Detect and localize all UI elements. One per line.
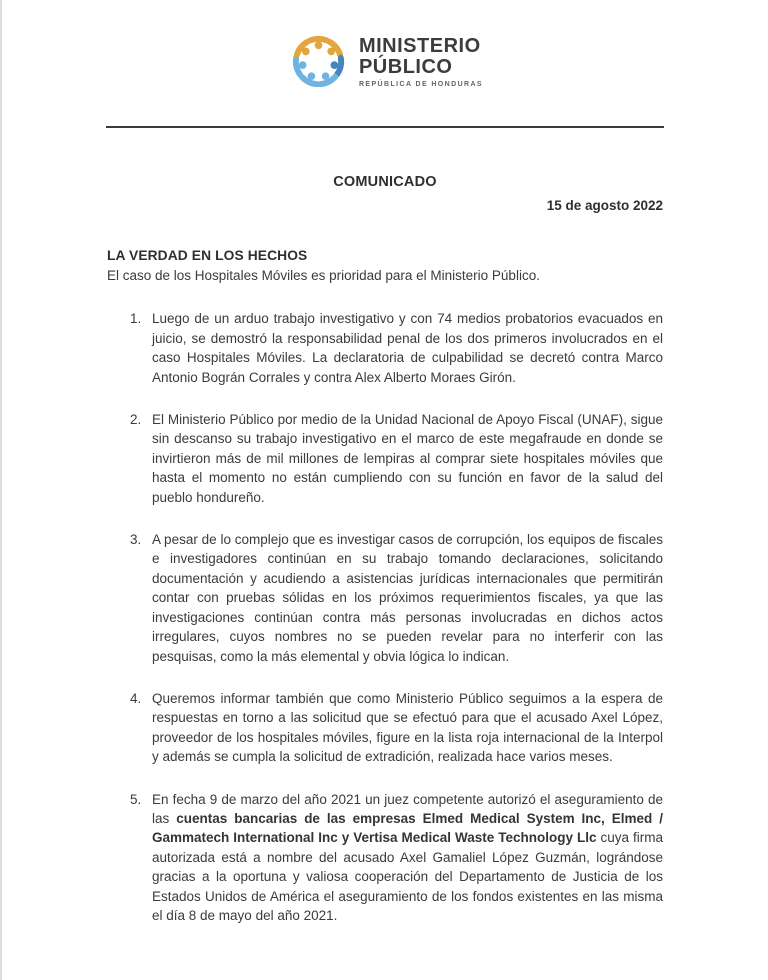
list-item-number: 4. xyxy=(130,690,142,706)
document-content xyxy=(2,174,768,925)
list-item-text-bold-segment: cuentas bancarias de las empresas Elmed Medical System Inc, Elmed / Gammatech International Inc y Vertisa Medical Waste Technology Llc xyxy=(152,810,663,846)
logo-figure-head xyxy=(315,41,323,49)
section-heading: LA VERDAD EN LOS HECHOS xyxy=(107,248,308,263)
list-item-text: Luego de un arduo trabajo investigativo y con 74 medios probatorios evacuados en juicio, se demostró la responsabilidad penal de los dos primeros involucrados en el caso Hospitales Móviles. La declaratoria de culpabilidad se decretó contra Marco Antonio Bográn Corrales y contra Alex Alberto Moraes Girón. xyxy=(152,311,663,385)
list-item xyxy=(107,790,663,926)
list-item-text-segment: En fecha 9 de marzo del año 2021 un juez competente autorizó el aseguramiento de las xyxy=(152,791,663,826)
list-item-text xyxy=(152,790,663,926)
logo-figure-head xyxy=(330,61,338,69)
list-item xyxy=(107,689,663,767)
logo-subtitle: REPÚBLICA DE HONDURAS xyxy=(358,80,484,88)
logo-title-line1: MINISTERIO xyxy=(358,34,481,57)
logo-figure-head xyxy=(308,72,316,80)
list-item xyxy=(107,309,663,387)
logo-figure-head xyxy=(322,72,330,80)
list-item-text-segment: cuya firma autorizada está a nombre del acusado Axel Gamaliel López Guzmán, lográndose gracias a la oportuna y valiosa cooperación del Departamento de Justicia de los Estados Unidos de América el aseguramiento de los fondos existentes en las misma el día 8 de mayo del año 2021. xyxy=(152,830,663,923)
logo-figure-head xyxy=(302,48,310,56)
list-item-number: 1. xyxy=(130,311,142,327)
logo-figure-arc xyxy=(310,39,327,41)
logo-text-block xyxy=(359,36,483,88)
people-circle-logo-icon xyxy=(287,30,350,93)
document-title: COMUNICADO xyxy=(333,174,437,190)
list-item-number: 3. xyxy=(130,532,142,548)
logo-figure-head xyxy=(327,48,335,56)
list-item-text: Queremos informar también que como Ministerio Público seguimos a la espera de respuestas en torno a las solicitud que se efectuó para que el acusado Axel López, proveedor de los hospitales móviles, figure en la lista roja internacional de la Interpol y además se cumpla la solicitud de extradición, realizada hace varios meses. xyxy=(152,690,663,765)
document-date: 15 de agosto 2022 xyxy=(546,198,663,213)
list-item-text: A pesar de lo complejo que es investigar casos de corrupción, los equipos de fiscales e investigadores continúan en su trabajo tomando declaraciones, solicitando documentación y acudiendo a asistencias jurídicas internacionales que permitirán contar con pruebas sólidas en los próximos requerimientos fiscales, ya que las investigaciones continúan contra más personas involucradas en dichos actos irregulares, cuyos nombres no se pueden revelar para no interferir con las pesquisas, como la más elemental y obvia lógica lo indican. xyxy=(152,532,663,664)
header-divider xyxy=(106,126,664,128)
logo-figure-head xyxy=(299,61,307,69)
list-item xyxy=(107,530,663,666)
list-item xyxy=(107,410,663,507)
numbered-list xyxy=(107,309,663,925)
list-item-text: El Ministerio Público por medio de la Unidad Nacional de Apoyo Fiscal (UNAF), sigue sin descanso su trabajo investigativo en el marco de este megafraude en donde se invirtieron más de mil millones de lempiras al comprar siete hospitales móviles que hasta el momento no están cumpliendo con su función en favor de la salud del pueblo hondureño. xyxy=(152,412,663,505)
list-item-number: 5. xyxy=(130,791,142,807)
logo-title-line2: PÚBLICO xyxy=(358,55,453,78)
ministerio-publico-logo xyxy=(2,0,768,93)
list-item-number: 2. xyxy=(130,412,142,428)
intro-paragraph: El caso de los Hospitales Móviles es prioridad para el Ministerio Público. xyxy=(107,268,540,283)
